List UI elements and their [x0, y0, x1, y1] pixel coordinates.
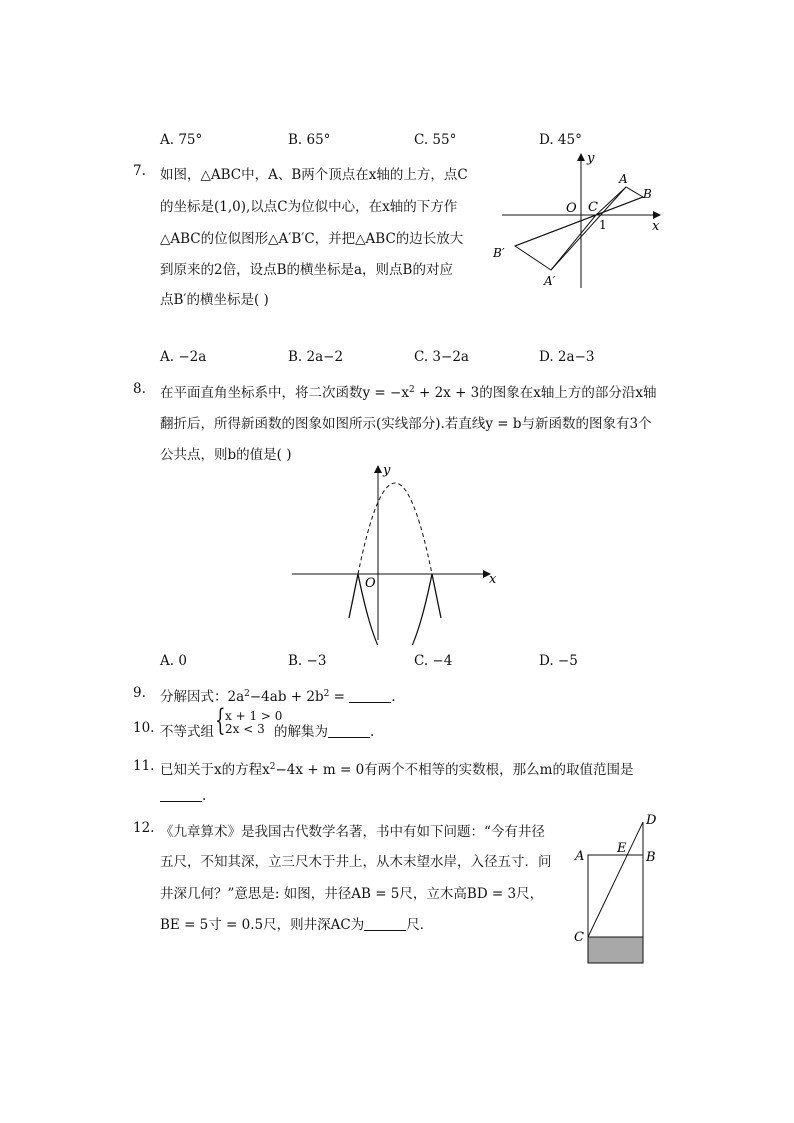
q7-triangle-abc: [596, 187, 643, 215]
q12-label-d: D: [646, 813, 657, 828]
q11-sup: 2: [269, 762, 276, 772]
q7-text-line: 到原来的2倍，设点B的横坐标是a，则点B的对应: [160, 262, 453, 278]
q8-line1-post: + 2x + 3的图象在x轴上方的部分沿x轴: [414, 385, 657, 401]
q11-number: 11.: [133, 758, 155, 774]
q9-text: [160, 685, 396, 705]
q11-end: .: [202, 788, 207, 804]
q7-label-a: A: [619, 172, 628, 186]
q6-option-a: A. 75°: [160, 132, 203, 148]
q8-text-line-2: 翻折后，所得新函数的图象如图所示(实线部分).若直线y = b与新函数的图象有3个: [160, 416, 652, 432]
q8-line1-pre: 在平面直角坐标系中，将二次函数y = −x: [160, 385, 409, 401]
q9-sup2: 2: [323, 689, 330, 699]
q10-end: .: [370, 724, 375, 740]
q12-text-line: 《九章算术》是我国古代数学名著，书中有如下问题：“今有井径: [160, 824, 545, 840]
q11-pre: 已知关于x的方程x: [160, 762, 270, 778]
q7-text-line: 的坐标是(1,0),以点C为位似中心，在x轴的下方作: [160, 199, 458, 215]
q7-text-line: 点B′的横坐标是( ): [160, 292, 269, 308]
q12-label-a: A: [575, 849, 585, 864]
q8-text-line-1: [160, 381, 657, 401]
q8-label-y: y: [383, 463, 391, 478]
q9-pre: 分解因式：2a: [160, 689, 245, 705]
q7-label-aprime: A′: [544, 274, 556, 288]
q9-answer-blank[interactable]: [349, 690, 391, 703]
q12-number: 12.: [133, 820, 155, 836]
q8-option-d: D. −5: [539, 653, 578, 669]
q8-option-a: A. 0: [160, 653, 187, 669]
q12-label-b: B: [646, 850, 656, 865]
q8-number: 8.: [133, 381, 146, 397]
q7-option-c: C. 3−2a: [414, 349, 469, 365]
q9-mid: −4ab + 2b: [249, 689, 324, 705]
q8-line1-sup: 2: [408, 385, 415, 395]
q7-triangle-apbpc: [515, 215, 596, 270]
q9-end: .: [391, 689, 396, 705]
q7-label-o: O: [566, 201, 577, 216]
q11-blank-line: [160, 788, 206, 804]
q12-well-figure: [568, 808, 668, 973]
q9-number: 9.: [133, 685, 146, 701]
q12-answer-blank[interactable]: [364, 918, 406, 931]
q11-text: [160, 758, 633, 778]
q12-text-line: 井深几何？”意思是: 如图，井径AB = 5尺，立木高BD = 3尺，: [160, 886, 544, 902]
q7-text-line: 如图，△ABC中，A、B两个顶点在x轴的上方，点C: [160, 167, 468, 183]
q11-post: −4x + m = 0有两个不相等的实数根，那么m的取值范围是: [275, 762, 634, 778]
q10-post-text: 的解集为: [274, 724, 328, 740]
q12-label-c: C: [574, 930, 584, 945]
q12-sightline-dc: [588, 822, 643, 937]
q6-option-c: C. 55°: [414, 132, 457, 148]
q10-pre: 不等式组: [160, 724, 214, 740]
q12-label-e: E: [617, 841, 627, 856]
q11-answer-blank[interactable]: [160, 789, 202, 802]
q10-post: [274, 720, 374, 740]
q7-label-bprime: B′: [493, 246, 505, 260]
q12-line4-post: 尺．: [406, 917, 434, 933]
q8-text-line-3: 公共点，则b的值是( ): [160, 447, 292, 463]
q7-label-1: 1: [599, 218, 607, 232]
q10-row-1: x + 1 > 0: [225, 709, 283, 723]
q8-label-x: x: [489, 572, 497, 587]
q6-option-b: B. 65°: [288, 132, 331, 148]
q8-solid-right-branch: [432, 574, 441, 618]
q9-sup1: 2: [244, 689, 250, 699]
q7-label-c: C: [588, 200, 598, 215]
q6-option-d: D. 45°: [539, 132, 582, 148]
q7-figure: [490, 148, 670, 293]
q8-label-o: O: [365, 576, 376, 591]
q7-option-a: A. −2a: [160, 349, 207, 365]
q10-number: 10.: [133, 720, 155, 736]
q7-label-y: y: [587, 151, 595, 166]
q12-text-line-4: [160, 913, 433, 933]
q12-text-line: 五尺，不知其深，立三尺木于井上，从木末望水岸，入径五寸．问: [160, 854, 552, 870]
q7-option-d: D. 2a−3: [539, 349, 595, 365]
q7-label-b: B: [643, 187, 652, 201]
q8-figure: [288, 460, 508, 645]
q10-answer-blank[interactable]: [328, 725, 370, 738]
q8-option-c: C. −4: [414, 653, 453, 669]
q7-option-b: B. 2a−2: [288, 349, 344, 365]
q7-label-x: x: [652, 219, 660, 234]
q10-row-2: 2x < 3: [225, 722, 265, 736]
q8-solid-left-branch: [349, 574, 358, 618]
q12-water: [588, 937, 643, 963]
q8-option-b: B. −3: [288, 653, 327, 669]
q8-dashed-parabola: [358, 483, 432, 574]
q9-post: =: [329, 689, 350, 705]
q7-number: 7.: [133, 163, 146, 179]
q12-line4-pre: BE = 5寸 = 0.5尺，则井深AC为: [160, 917, 365, 933]
q10-brace: {: [215, 703, 226, 738]
q7-text-line: △ABC的位似图形△A′B′C，并把△ABC的边长放大: [160, 231, 464, 247]
